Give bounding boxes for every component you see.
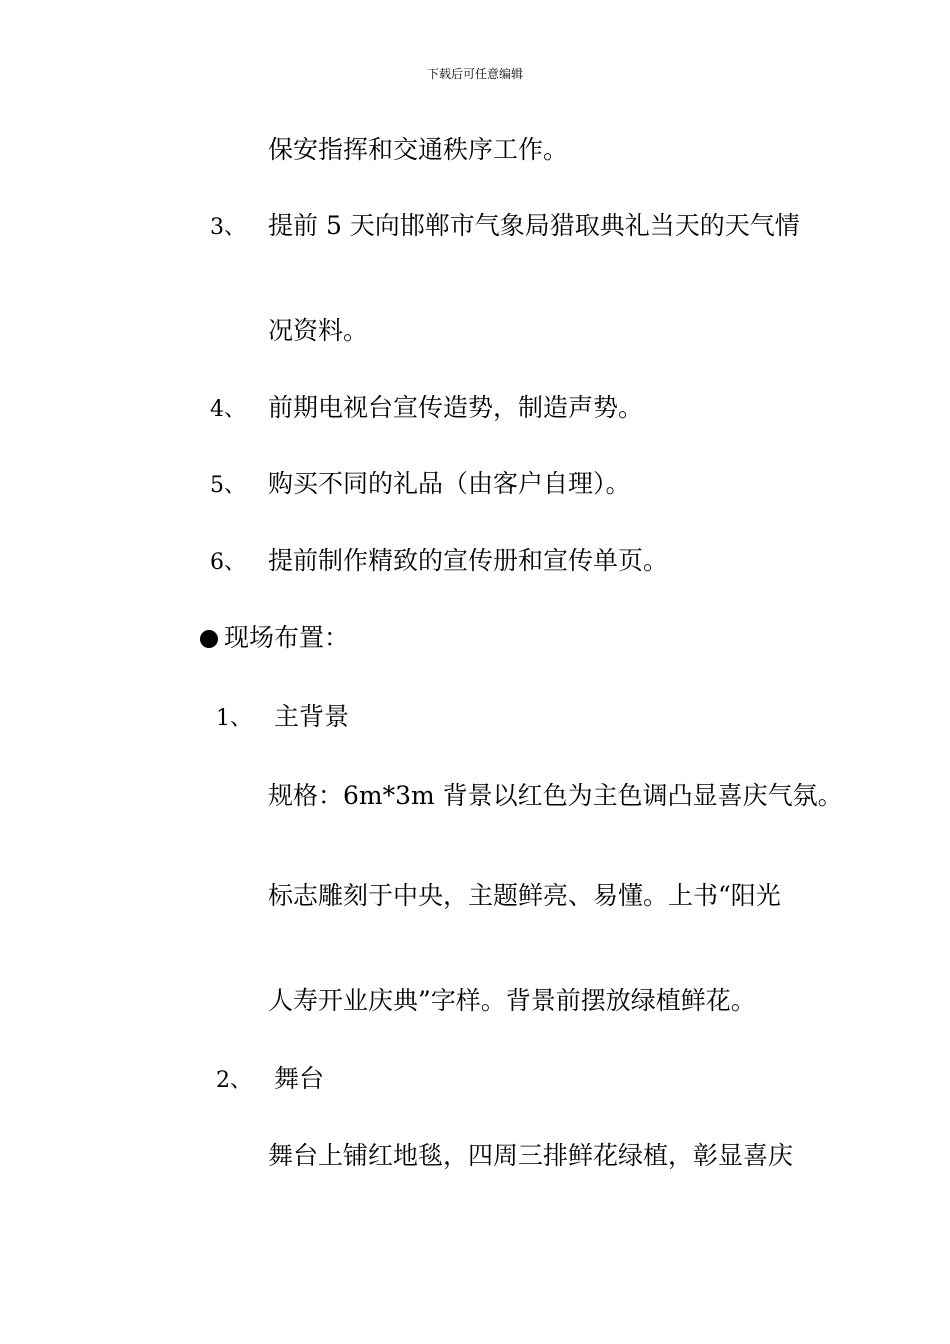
list-item-text: 前期电视台宣传造势，制造声势。 (268, 393, 644, 422)
sub-title: 舞台 (274, 1064, 325, 1093)
sub-number: 1、 (216, 706, 252, 731)
list-item-text: 提前制作精致的宣传册和宣传单页。 (268, 546, 669, 575)
list-item-text-continued: 况资料。 (268, 316, 369, 345)
list-number: 5、 (210, 473, 246, 498)
sub-number: 2、 (216, 1068, 252, 1093)
sub-title: 主背景 (274, 702, 350, 731)
paragraph-line: 规格：6m*3m 背景以红色为主色调凸显喜庆气氛。 (268, 781, 843, 810)
paragraph-line: 标志雕刻于中央，主题鲜亮、易懂。上书“阳光 (268, 881, 781, 910)
list-number: 4、 (210, 397, 246, 422)
page-header: 下载后可任意编辑 (426, 67, 523, 81)
paragraph-line: 人寿开业庆典”字样。背景前摆放绿植鲜花。 (268, 986, 756, 1015)
section-title: 现场布置： (224, 623, 350, 652)
list-item-text: 提前 5 天向邯郸市气象局猎取典礼当天的天气情 (268, 211, 800, 240)
list-item-text: 购买不同的礼品（由客户自理）。 (268, 469, 631, 498)
list-number: 3、 (210, 215, 246, 240)
list-number: 6、 (210, 550, 246, 575)
paragraph-line: 舞台上铺红地毯，四周三排鲜花绿植，彰显喜庆 (268, 1141, 794, 1170)
bullet-dot-icon (200, 630, 218, 648)
paragraph-line: 保安指挥和交通秩序工作。 (268, 135, 569, 164)
